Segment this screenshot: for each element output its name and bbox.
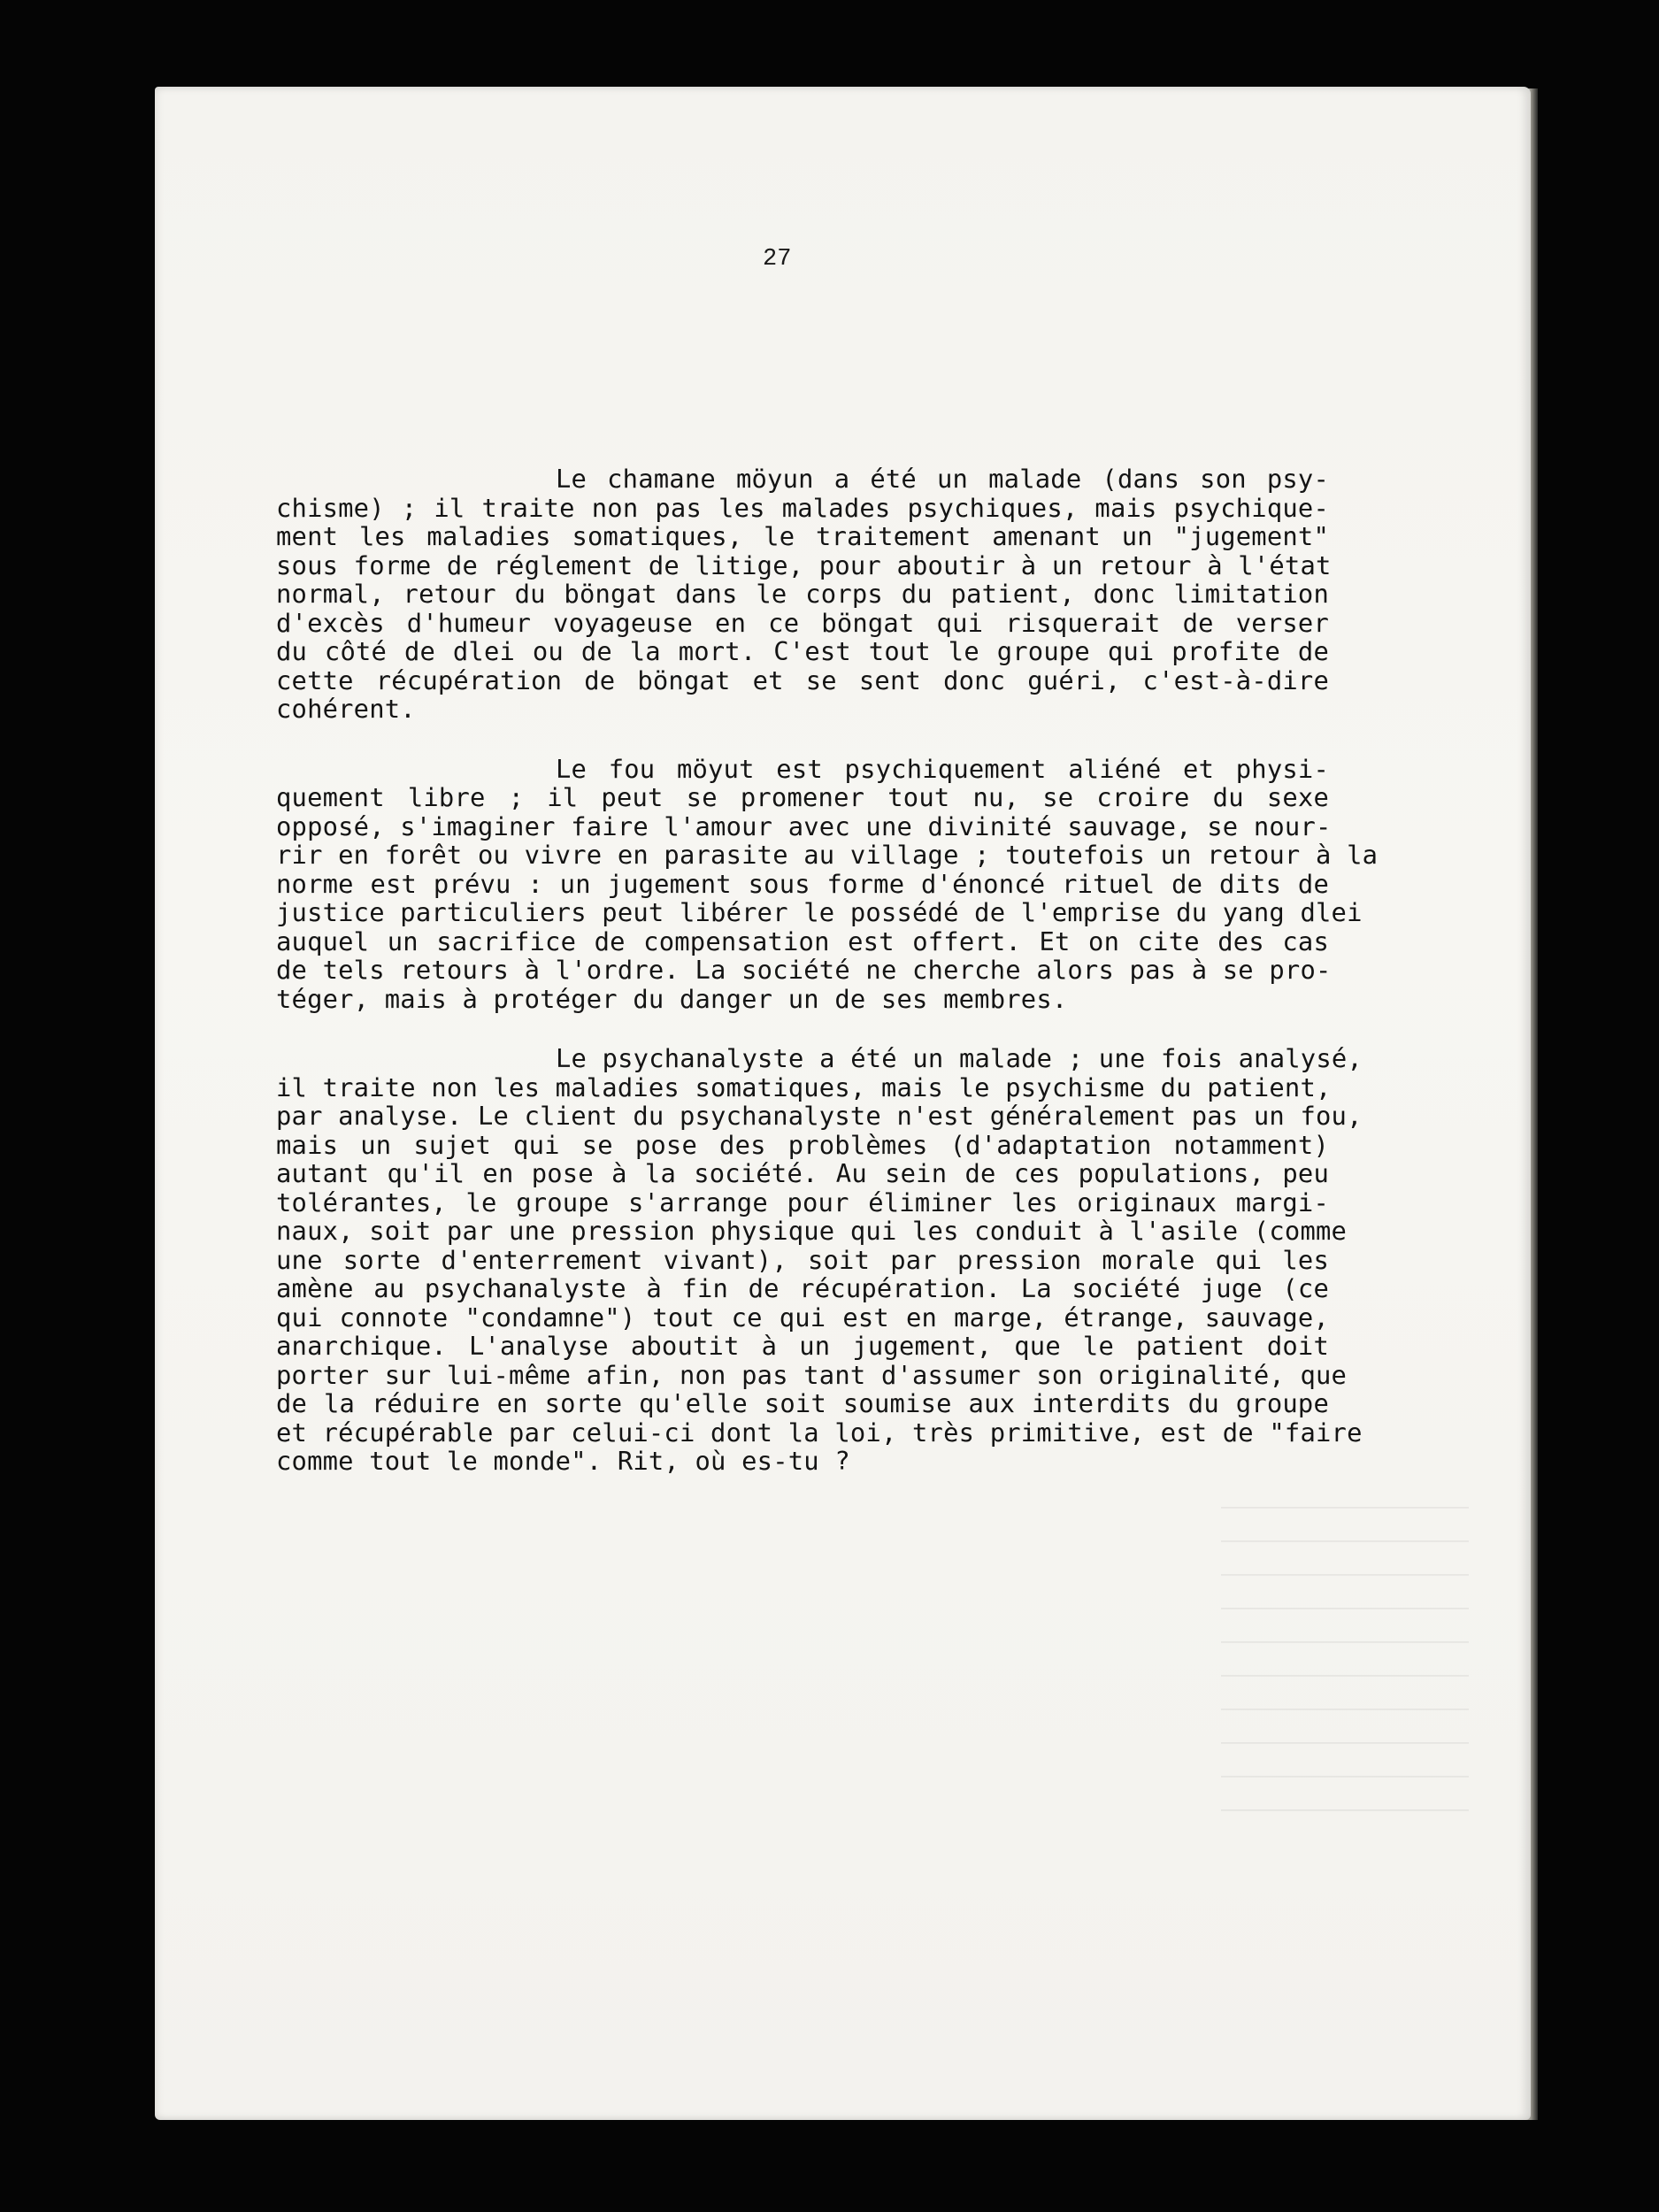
- text-line: normal, retour du böngat dans le corps du patient, donc limitation: [276, 579, 1329, 609]
- text-line: tolérantes, le groupe s'arrange pour éliminer les originaux margi-: [276, 1187, 1329, 1217]
- text-line: du côté de dlei ou de la mort. C'est tout le groupe qui profite de: [276, 636, 1329, 666]
- text-line: chisme) ; il traite non pas les malades psychiques, mais psychique-: [276, 492, 1329, 523]
- text-line: ment les maladies somatiques, le traitement amenant un "jugement": [276, 521, 1329, 551]
- text-line: il traite non les maladies somatiques, mais le psychisme du patient,: [276, 1071, 1332, 1102]
- text-line: de tels retours à l'ordre. La société ne cherche alors pas à se pro-: [276, 955, 1332, 985]
- text-line: d'excès d'humeur voyageuse en ce böngat qui risquerait de verser: [276, 607, 1329, 638]
- paragraph-psychoanalyst: [276, 1043, 1363, 1476]
- text-line: rir en forêt ou vivre en parasite au village ; toutefois un retour à la: [276, 840, 1379, 870]
- text-line: sous forme de réglement de litige, pour aboutir à un retour à l'état: [276, 549, 1332, 580]
- body-text: [276, 464, 1379, 1507]
- text-line: mais un sujet qui se pose des problèmes (d'adaptation notamment): [276, 1129, 1329, 1160]
- text-line: naux, soit par une pression physique qui les conduit à l'asile (comme: [276, 1216, 1348, 1246]
- text-line: cette récupération de böngat et se sent donc guéri, c'est-à-dire: [276, 664, 1329, 695]
- text-line: porter sur lui-même afin, non pas tant d'assumer son originalité, que: [276, 1359, 1348, 1390]
- text-line: une sorte d'enterrement vivant), soit par pression morale qui les: [276, 1244, 1329, 1275]
- text-line: Le fou möyut est psychiquement aliéné et physi-: [556, 753, 1329, 784]
- page-number: 27: [763, 246, 792, 273]
- text-line: norme est prévu : un jugement sous forme d'énoncé rituel de dits de: [276, 868, 1329, 899]
- text-line: amène au psychanalyste à fin de récupération. La société juge (ce: [276, 1273, 1329, 1303]
- text-line: téger, mais à protéger du danger un de ses membres.: [276, 983, 1068, 1014]
- text-line: autant qu'il en pose à la société. Au sein de ces populations, peu: [276, 1158, 1329, 1188]
- text-line: et récupérable par celui-ci dont la loi, très primitive, est de "faire: [276, 1417, 1363, 1448]
- text-line: cohérent.: [276, 694, 416, 724]
- text-line: justice particuliers peut libérer le possédé de l'emprise du yang dlei: [276, 897, 1363, 927]
- text-line: auquel un sacrifice de compensation est offert. Et on cite des cas: [276, 926, 1329, 956]
- paragraph-madman: [276, 753, 1379, 1014]
- text-line: quement libre ; il peut se promener tout nu, se croire du sexe: [276, 782, 1329, 812]
- text-line: qui connote "condamne") tout ce qui est en marge, étrange, sauvage,: [276, 1302, 1329, 1333]
- text-line: opposé, s'imaginer faire l'amour avec une divinité sauvage, se nour-: [276, 810, 1332, 841]
- bleed-through-shadow: ____________________ ____________________ ____________________ ____________________ ____________________ ____________________ ____________________ ____________________ ____________________ ____________________: [1221, 1479, 1469, 1811]
- text-line: par analyse. Le client du psychanalyste n'est généralement pas un fou,: [276, 1101, 1363, 1131]
- text-line: Le psychanalyste a été un malade ; une fois analysé,: [556, 1043, 1363, 1073]
- text-line: Le chamane möyun a été un malade (dans son psy-: [556, 464, 1329, 494]
- text-line: de la réduire en sorte qu'elle soit soumise aux interdits du groupe: [276, 1388, 1329, 1418]
- text-line: comme tout le monde". Rit, où es-tu ?: [276, 1446, 850, 1476]
- text-line: anarchique. L'analyse aboutit à un jugement, que le patient doit: [276, 1331, 1329, 1361]
- paragraph-shaman: [276, 464, 1332, 724]
